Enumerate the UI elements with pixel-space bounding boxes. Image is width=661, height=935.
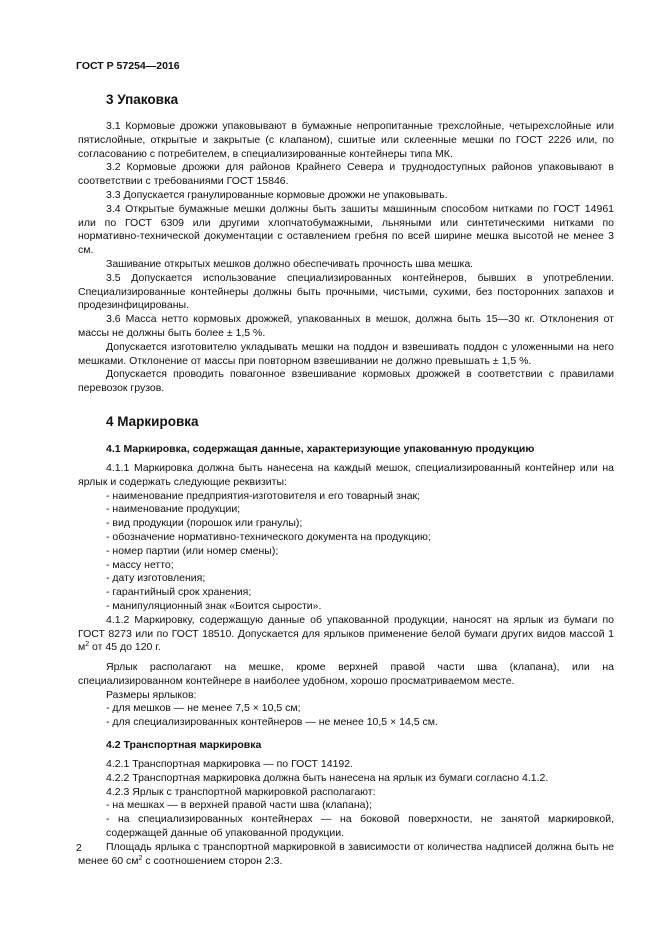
paragraph: 3.1 Кормовые дрожжи упаковывают в бумажные непропитанные трехслойные, четырехслойные или пятислойные, открытые и закрытые (с клапаном), сшитые или склеенные мешки по ГОСТ 2226 или, по согласованию с потребителем, в специализированные контейнеры типа МК. <box>78 120 614 160</box>
paragraph <box>78 614 614 655</box>
section-title: 4 Маркировка <box>106 413 199 429</box>
paragraph: 4.1.1 Маркировка должна быть нанесена на каждый мешок, специализированный контейнер или на ярлык и содержать следующие реквизиты: <box>78 461 614 488</box>
list-item: - на мешках — в верхней правой части шва (клапана); <box>106 799 372 812</box>
superscript: 2 <box>85 641 90 649</box>
section-marking <box>78 414 614 869</box>
section-title: 3 Упаковка <box>106 92 179 107</box>
paragraph: Размеры ярлыков: <box>106 688 197 701</box>
list-item: - гарантийный срок хранения; <box>106 586 252 599</box>
subsection-title: 4.2 Транспортная маркировка <box>106 739 262 752</box>
paragraph: 3.5 Допускается использование специализированных контейнеров, бывших в употреблении. Специализированные контейнеры должны быть прочными, чистыми, сухими, без посторонних запахов и продезинфицированы. <box>78 271 614 312</box>
list-item: - номер партии (или номер смены); <box>106 544 279 557</box>
paragraph: 3.6 Масса нетто кормовых дрожжей, упакованных в мешок, должна быть 15—30 кг. Отклонения от массы не должны быть более ± 1,5 %. <box>78 313 614 339</box>
list-item: - на специализированных контейнерах — на боковой поверхности, не занятой маркировкой, содержащей данные об упакованной продукции. <box>106 813 614 840</box>
page-number: 2 <box>76 842 82 854</box>
superscript: 2 <box>138 854 143 862</box>
list-item: - манипуляционный знак «Боится сырости». <box>106 599 322 612</box>
paragraph: 4.2.2 Транспортная маркировка должна быть нанесена на ярлык из бумаги согласно 4.1.2. <box>106 771 549 784</box>
paragraph: 3.4 Открытые бумажные мешки должны быть зашиты машинным способом нитками по ГОСТ 14961 или по ГОСТ 6309 или другими хлопчатобумажными, льняными или синтетическими нитками по нормативно-технической документации с оставлением гребня по всей ширине мешка высотой не менее 3 см. <box>78 202 614 257</box>
list-item: - наименование продукции; <box>106 503 241 516</box>
list-item: - дату изготовления; <box>106 572 206 585</box>
paragraph <box>78 841 614 869</box>
text: Площадь ярлыка с транспортной маркировкой в зависимости от количества надписей должна быть не менее 60 см <box>78 840 614 867</box>
paragraph: Допускается изготовителю укладывать мешки на поддон и взвешивать поддон с уложенными на него мешками. Отклонение от массы при повторном взвешивании не должно превышать ± 1,5 %. <box>78 340 614 367</box>
section-packaging <box>78 92 614 396</box>
paragraph: 4.2.1 Транспортная маркировка — по ГОСТ 14192. <box>106 758 354 771</box>
paragraph: Ярлык располагают на мешке, кроме верхней правой части шва (клапана), или на специализированном контейнере в наиболее удобном, хорошо просматриваемом месте. <box>78 661 614 687</box>
list-item: - вид продукции (порошок или гранулы); <box>106 517 303 530</box>
text: с соотношением сторон 2:3. <box>142 854 283 867</box>
paragraph: Зашивание открытых мешков должно обеспечивать прочность шва мешка. <box>106 257 474 270</box>
list-item: - обозначение нормативно-технического документа на продукцию; <box>106 530 431 543</box>
text: от 45 до 120 г. <box>89 641 161 654</box>
list-item: - массу нетто; <box>106 558 174 571</box>
page-content <box>78 92 614 886</box>
paragraph: 3.3 Допускается гранулированные кормовые дрожжи не упаковывать. <box>106 188 448 201</box>
document-code: ГОСТ Р 57254—2016 <box>76 60 180 72</box>
list-item: - наименование предприятия-изготовителя и его товарный знак; <box>106 489 421 502</box>
list-item: - для специализированных контейнеров — не менее 10,5 × 14,5 см. <box>106 716 438 729</box>
text: 4.1.2 Маркировку, содержащую данные об упакованной продукции, наносят на ярлык из бумаги по ГОСТ 8273 или по ГОСТ 18510. Допускается для ярлыков применение белой бумаги других видов массой 1 м <box>78 613 614 654</box>
list-item: - для мешков — не менее 7,5 × 10,5 см; <box>106 702 301 715</box>
paragraph: Допускается проводить повагонное взвешивание кормовых дрожжей в соответствии с правилами перевозок грузов. <box>78 368 614 395</box>
paragraph: 3.2 Кормовые дрожжи для районов Крайнего Севера и труднодоступных районов упаковывают в соответствии с требованиями ГОСТ 15846. <box>78 161 614 188</box>
subsection-title: 4.1 Маркировка, содержащая данные, характеризующие упакованную продукцию <box>106 442 535 455</box>
paragraph: 4.2.3 Ярлык с транспортной маркировкой располагают: <box>106 785 376 798</box>
